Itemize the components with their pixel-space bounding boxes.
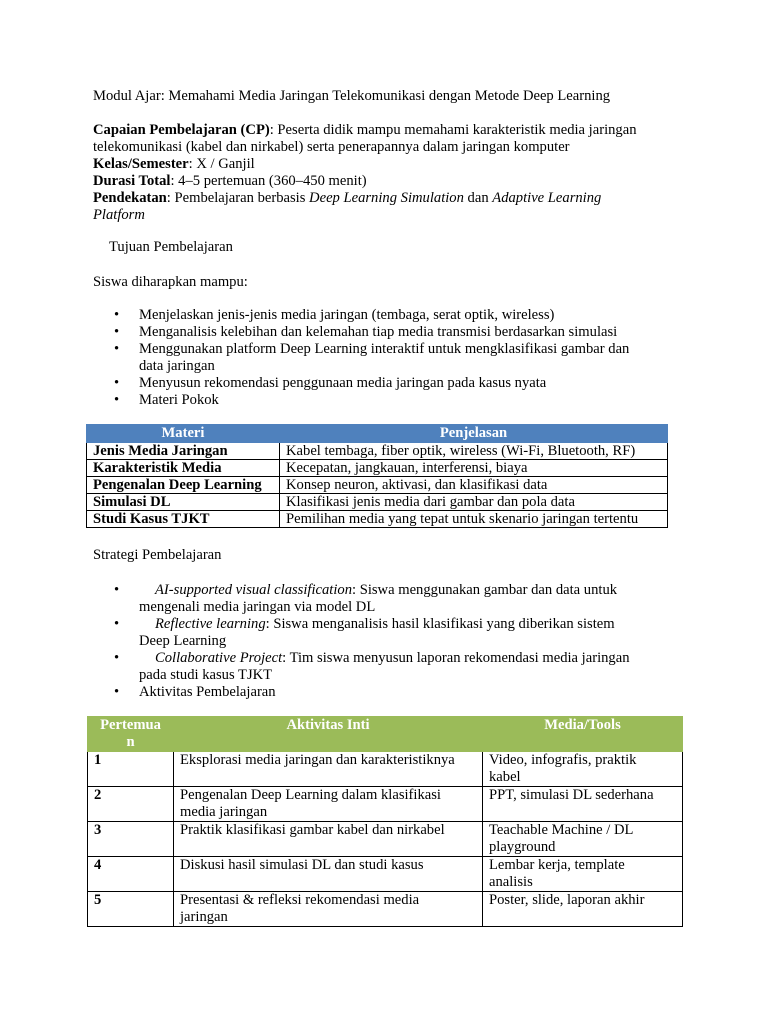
strategi-item-cont: pada studi kasus TJKT	[139, 667, 273, 683]
table-row	[88, 787, 683, 822]
bullet-icon: •	[114, 582, 120, 598]
strategi-item-cont: mengenali media jaringan via model DL	[139, 599, 376, 615]
materi-cell: Simulasi DL	[87, 494, 280, 511]
table-row	[87, 494, 668, 511]
bullet-icon: •	[114, 684, 120, 700]
strategi-item-em: Collaborative Project	[155, 650, 283, 666]
strategi-item	[93, 650, 693, 684]
table-header-row	[88, 717, 683, 752]
strategi-item-text: : Siswa menganalisis hasil klasifikasi yang diberikan sistem	[265, 616, 615, 632]
pendekatan-line	[93, 190, 713, 207]
tujuan-list	[93, 307, 693, 409]
media-cell	[483, 752, 683, 787]
table-header-row	[87, 425, 668, 443]
aktivitas-line: jaringan	[180, 909, 228, 925]
column-header-line: Pertemua	[100, 717, 161, 733]
aktivitas-line: Diskusi hasil simulasi DL dan studi kasus	[180, 857, 424, 873]
tujuan-intro: Siswa diharapkan mampu:	[93, 274, 248, 290]
media-line: kabel	[489, 769, 521, 785]
aktivitas-cell	[174, 892, 483, 927]
tujuan-item	[93, 341, 693, 375]
penjelasan-cell: Kecepatan, jangkauan, interferensi, biaya	[280, 460, 668, 477]
kelas-label: Kelas/Semester	[93, 156, 189, 172]
aktivitas-line: Pengenalan Deep Learning dalam klasifikasi	[180, 787, 441, 803]
strategi-item-text: : Tim siswa menyusun laporan rekomendasi media jaringan	[282, 650, 630, 666]
strategi-list	[93, 582, 693, 701]
aktivitas-line: Praktik klasifikasi gambar kabel dan nirkabel	[180, 822, 445, 838]
strategi-item-em: AI-supported visual classification	[155, 582, 352, 598]
cp-label: Capaian Pembelajaran (CP)	[93, 122, 270, 138]
bullet-icon: •	[114, 650, 120, 666]
pendekatan-text-b: dan	[463, 190, 493, 206]
media-line: playground	[489, 839, 556, 855]
pertemuan-cell: 4	[88, 857, 174, 892]
bullet-icon: •	[114, 616, 120, 632]
aktivitas-cell	[174, 822, 483, 857]
aktivitas-cell	[174, 787, 483, 822]
media-cell	[483, 857, 683, 892]
tujuan-heading: Tujuan Pembelajaran	[109, 239, 233, 255]
aktivitas-line: Presentasi & refleksi rekomendasi media	[180, 892, 420, 908]
media-line: Video, infografis, praktik	[489, 752, 637, 768]
media-cell	[483, 892, 683, 927]
tujuan-item	[93, 324, 693, 341]
media-line: Lembar kerja, template	[489, 857, 625, 873]
table-row	[87, 477, 668, 494]
materi-table	[86, 424, 668, 528]
media-cell	[483, 822, 683, 857]
table-row	[88, 752, 683, 787]
materi-cell: Karakteristik Media	[87, 460, 280, 477]
pendekatan-text: : Pembelajaran berbasis	[166, 190, 310, 206]
media-line: PPT, simulasi DL sederhana	[489, 787, 654, 803]
tujuan-item-text: Menyusun rekomendasi penggunaan media jaringan pada kasus nyata	[139, 375, 547, 391]
materi-cell: Pengenalan Deep Learning	[87, 477, 280, 494]
pendekatan-line-2	[93, 207, 713, 224]
pendekatan-label: Pendekatan	[93, 190, 167, 206]
table-row	[88, 822, 683, 857]
strategi-item-em: Reflective learning	[155, 616, 266, 632]
durasi-line	[93, 173, 713, 190]
table-row	[87, 443, 668, 460]
document-title: Modul Ajar: Memahami Media Jaringan Telekomunikasi dengan Metode Deep Learning	[93, 88, 611, 104]
pendekatan-em-1: Deep Learning Simulation	[309, 190, 464, 206]
durasi-text: : 4–5 pertemuan (360–450 menit)	[170, 173, 367, 189]
bullet-icon: •	[114, 324, 120, 340]
penjelasan-cell: Kabel tembaga, fiber optik, wireless (Wi-Fi, Bluetooth, RF)	[280, 443, 668, 460]
aktivitas-line: media jaringan	[180, 804, 268, 820]
tujuan-item	[93, 375, 693, 392]
bullet-icon: •	[114, 341, 120, 357]
pendekatan-em-2: Adaptive Learning	[492, 190, 602, 206]
media-line: Poster, slide, laporan akhir	[489, 892, 645, 908]
penjelasan-cell: Klasifikasi jenis media dari gambar dan pola data	[280, 494, 668, 511]
tujuan-item-text: Menggunakan platform Deep Learning interaktif untuk mengklasifikasi gambar dan	[139, 341, 630, 357]
strategi-item	[93, 684, 693, 701]
cp-line	[93, 122, 713, 139]
aktivitas-cell	[174, 752, 483, 787]
materi-cell: Jenis Media Jaringan	[87, 443, 280, 460]
materi-cell: Studi Kasus TJKT	[87, 511, 280, 528]
strategi-item-text: : Siswa menggunakan gambar dan data untuk	[352, 582, 618, 598]
aktivitas-line: Eksplorasi media jaringan dan karakteristiknya	[180, 752, 455, 768]
penjelasan-cell: Konsep neuron, aktivasi, dan klasifikasi data	[280, 477, 668, 494]
tujuan-item-text: data jaringan	[139, 358, 215, 374]
table-row	[88, 857, 683, 892]
tujuan-item-text: Menjelaskan jenis-jenis media jaringan (tembaga, serat optik, wireless)	[139, 307, 555, 323]
cp-line-2: telekomunikasi (kabel dan nirkabel) serta penerapannya dalam jaringan komputer	[93, 139, 570, 155]
tujuan-item	[93, 392, 693, 409]
table-row	[87, 511, 668, 528]
aktivitas-cell	[174, 857, 483, 892]
column-header: Aktivitas Inti	[174, 717, 483, 752]
penjelasan-cell: Pemilihan media yang tepat untuk skenario jaringan tertentu	[280, 511, 668, 528]
tujuan-item-text: Materi Pokok	[139, 392, 219, 408]
bullet-icon: •	[114, 307, 120, 323]
durasi-label: Durasi Total	[93, 173, 171, 189]
column-header-line: n	[126, 734, 135, 750]
pendekatan-em-2-cont: Platform	[93, 207, 145, 223]
tujuan-item-text: Menganalisis kelebihan dan kelemahan tiap media transmisi berdasarkan simulasi	[139, 324, 618, 340]
column-header: Media/Tools	[483, 717, 683, 752]
media-line: Teachable Machine / DL	[489, 822, 634, 838]
table-row	[88, 892, 683, 927]
pertemuan-cell: 2	[88, 787, 174, 822]
pertemuan-cell: 1	[88, 752, 174, 787]
strategi-item-cont: Deep Learning	[139, 633, 227, 649]
strategi-heading: Strategi Pembelajaran	[93, 547, 222, 563]
cp-text: : Peserta didik mampu memahami karakteristik media jaringan	[269, 122, 637, 138]
bullet-icon: •	[114, 392, 120, 408]
column-header: Materi	[87, 425, 280, 443]
aktivitas-table	[87, 716, 683, 927]
column-header: Penjelasan	[280, 425, 668, 443]
media-cell	[483, 787, 683, 822]
table-row	[87, 460, 668, 477]
strategi-item	[93, 582, 693, 616]
kelas-text: : X / Ganjil	[188, 156, 255, 172]
media-line: analisis	[489, 874, 533, 890]
pertemuan-cell: 5	[88, 892, 174, 927]
pertemuan-cell: 3	[88, 822, 174, 857]
kelas-line	[93, 156, 713, 173]
bullet-icon: •	[114, 375, 120, 391]
tujuan-item	[93, 307, 693, 324]
column-header	[88, 717, 174, 752]
meta-block	[93, 122, 713, 224]
strategi-item-text: Aktivitas Pembelajaran	[139, 684, 276, 700]
strategi-item	[93, 616, 693, 650]
